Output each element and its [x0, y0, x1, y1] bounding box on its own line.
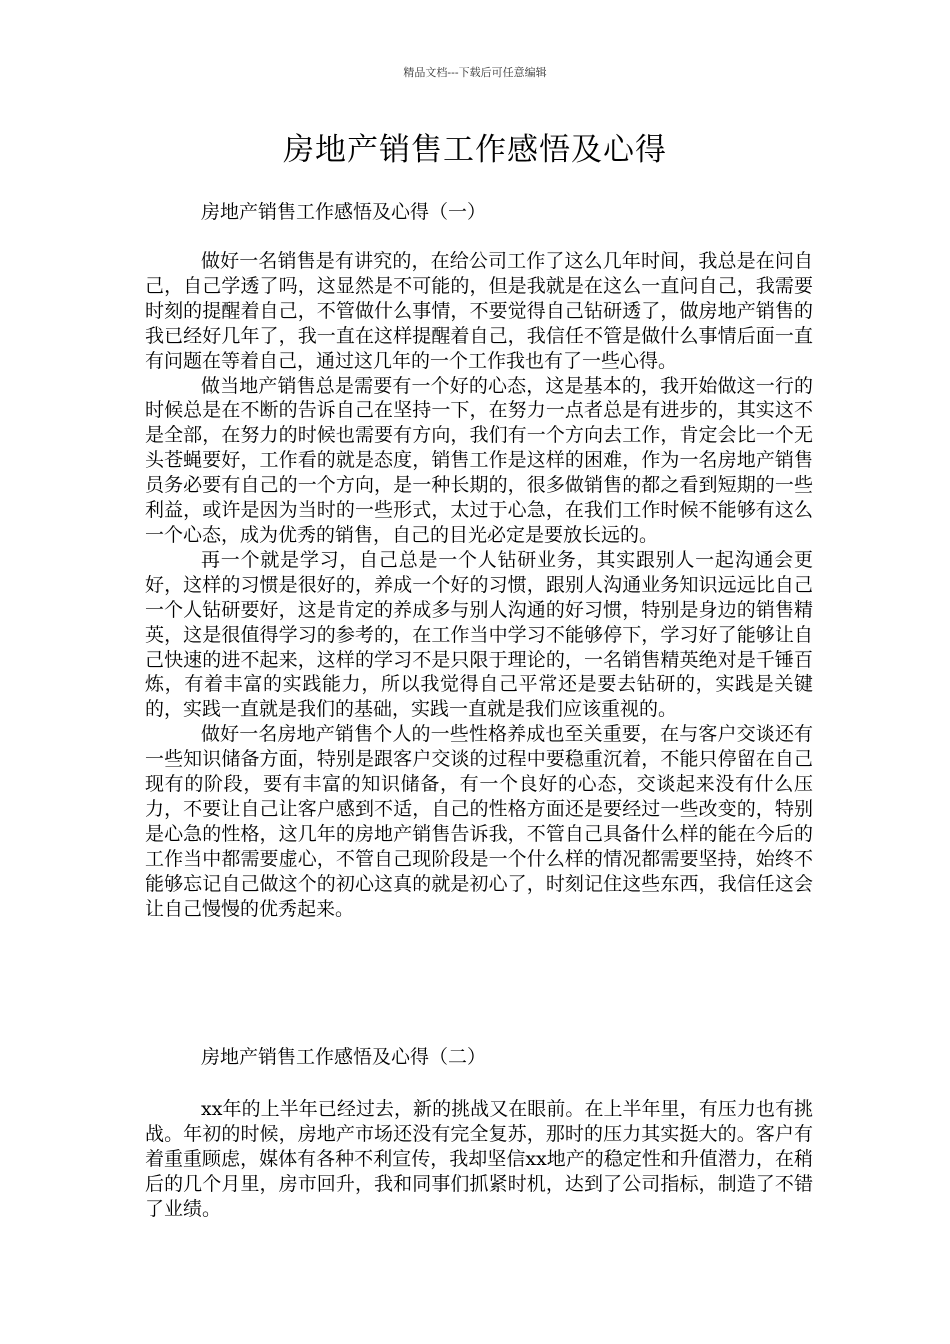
section-1-paragraph-2: 做当地产销售总是需要有一个好的心态，这是基本的，我开始做这一行的时候总是在不断的告诉自己在坚持一下，在努力一点者总是有进步的，其实这不是全部，在努力的时候也需要有方向，我们有一个方向去工作，肯定会比一个无头苍蝇要好，工作看的就是态度，销售工作是这样的困难，作为一名房地产销售员务必要有自己的一个方向，是一种长期的，很多做销售的都之看到短期的一些利益，或许是因为当时的一些形式，太过于心急，在我们工作时候不能够有这么一个心态，成为优秀的销售，自己的目光必定是要放长远的。	[145, 374, 813, 546]
section-1-body	[145, 249, 813, 921]
section-2-paragraph-1: xx年的上半年已经过去，新的挑战又在眼前。在上半年里，有压力也有挑战。年初的时候，房地产市场还没有完全复苏，那时的压力其实挺大的。客户有着重重顾虑，媒体有各种不利宣传，我却坚信xx地产的稳定性和升值潜力，在稍后的几个月里，房市回升，我和同事们抓紧时机，达到了公司指标，制造了不错了业绩。	[145, 1098, 813, 1220]
header-note: 精品文档---下载后可任意编辑	[403, 66, 547, 79]
document-title: 房地产销售工作感悟及心得	[283, 132, 667, 168]
section-1-paragraph-3: 再一个就是学习，自己总是一个人钻研业务，其实跟别人一起沟通会更好，这样的习惯是很好的，养成一个好的习惯，跟别人沟通业务知识远远比自己一个人钻研要好，这是肯定的养成多与别人沟通的好习惯，特别是身边的销售精英，这是很值得学习的参考的，在工作当中学习不能够停下，学习好了能够让自己快速的进不起来，这样的学习不是只限于理论的，一名销售精英绝对是千锤百炼，有着丰富的实践能力，所以我觉得自己平常还是要去钻研的，实践是关键的，实践一直就是我们的基础，实践一直就是我们应该重视的。	[145, 548, 813, 721]
section-1-paragraph-1: 做好一名销售是有讲究的，在给公司工作了这么几年时间，我总是在问自己，自己学透了吗，这显然是不可能的，但是我就是在这么一直问自己，我需要时刻的提醒着自己，不管做什么事情，不要觉得自己钻研透了，做房地产销售的我已经好几年了，我一直在这样提醒着自己，我信任不管是做什么事情后面一直有问题在等着自己，通过这几年的一个工作我也有了一些心得。	[145, 250, 813, 372]
section-1-heading: 房地产销售工作感悟及心得（一）	[201, 201, 487, 223]
section-1-paragraph-4: 做好一名房地产销售个人的一些性格养成也至关重要，在与客户交谈还有一些知识储备方面，特别是跟客户交谈的过程中要稳重沉着，不能只停留在自己现有的阶段，要有丰富的知识储备，有一个良好的心态，交谈起来没有什么压力，不要让自己让客户感到不适，自己的性格方面还是要经过一些改变的，特别是心急的性格，这几年的房地产销售告诉我，不管自己具备什么样的能在今后的工作当中都需要虚心，不管自己现阶段是一个什么样的情况都需要坚持，始终不能够忘记自己做这个的初心这真的就是初心了，时刻记住这些东西，我信任这会让自己慢慢的优秀起来。	[145, 723, 813, 920]
section-2-body	[145, 1097, 813, 1222]
section-2-heading: 房地产销售工作感悟及心得（二）	[201, 1046, 487, 1068]
